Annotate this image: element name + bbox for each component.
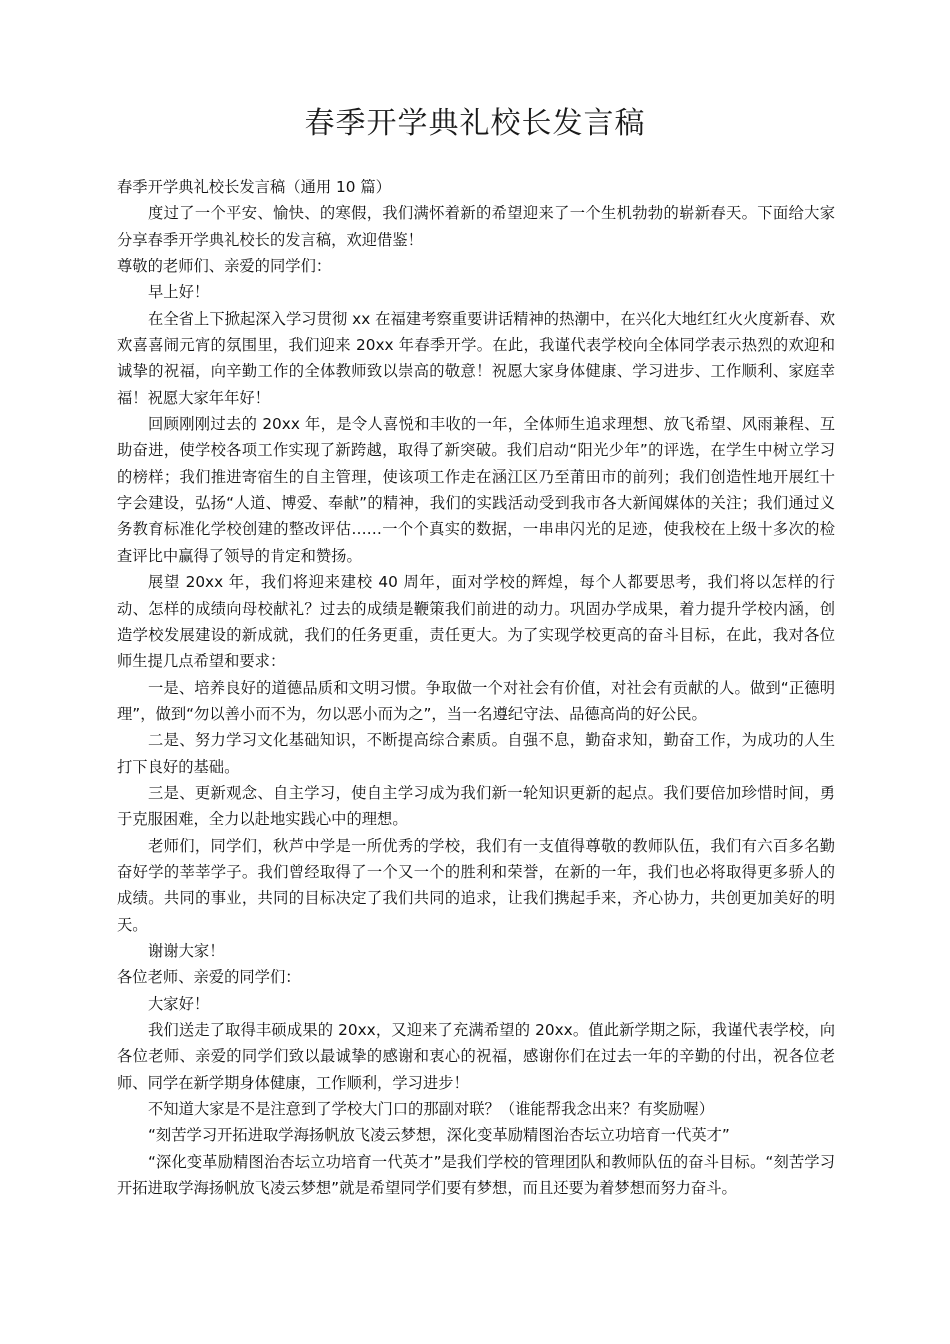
paragraph: 尊敬的老师们、亲爱的同学们： (117, 257, 332, 276)
paragraph: 在全省上下掀起深入学习贯彻 xx 在福建考察重要讲话精神的热潮中，在兴化大地红红火火度新春、欢欢喜喜闹元宵的氛围里，我们迎来 20xx 年春季开学。在此，我谨代表学校向全体同学表示热烈的欢迎和诚挚的祝福，向辛勤工作的全体教师致以崇高的敬意！祝愿大家身体健康、学习进步、工作顺利、家庭幸福！祝愿大家年年好！ (117, 309, 835, 407)
paragraph: 不知道大家是不是注意到了学校大门口的那副对联？（谁能帮我念出来？有奖励喔） (148, 1100, 714, 1119)
paragraph: 一是、培养良好的道德品质和文明习惯。争取做一个对社会有价值，对社会有贡献的人。做到“正德明理”，做到“勿以善小而不为，勿以恶小而为之”，当一名遵纪守法、品德高尚的好公民。 (117, 678, 835, 723)
paragraph: 三是、更新观念、自主学习，使自主学习成为我们新一轮知识更新的起点。我们要倍加珍惜时间，勇于克服困难，全力以赴地实践心中的理想。 (117, 783, 835, 829)
paragraph: 二是、努力学习文化基础知识，不断提高综合素质。自强不息，勤奋求知，勤奋工作，为成功的人生打下良好的基础。 (117, 731, 835, 776)
paragraph: 谢谢大家！ (148, 941, 225, 960)
paragraph: 我们送走了取得丰硕成果的 20xx，又迎来了充满希望的 20xx。值此新学期之际，我谨代表学校，向各位老师、亲爱的同学们致以最诚挚的感谢和衷心的祝福，感谢你们在过去一年的辛勤的付出，祝各位老师、同学在新学期身体健康，工作顺利，学习进步！ (117, 1021, 835, 1092)
paragraph: “深化变革励精图治杏坛立功培育一代英才”是我们学校的管理团队和教师队伍的奋斗目标。“刻苦学习开拓进取学海扬帆放飞凌云梦想”就是希望同学们要有梦想，而且还要为着梦想而努力奋斗。 (117, 1152, 835, 1198)
paragraph: 春季开学典礼校长发言稿（通用 10 篇） (117, 178, 391, 196)
paragraph: 早上好！ (148, 283, 210, 302)
document-title: 春季开学典礼校长发言稿 (304, 106, 646, 141)
paragraph: 大家好！ (148, 994, 210, 1013)
paragraph: 展望 20xx 年，我们将迎来建校 40 周年，面对学校的辉煌，每个人都要思考，我们将以怎样的行动、怎样的成绩向母校献礼？过去的成绩是鞭策我们前进的动力。巩固办学成果，着力提升学校内涵，创造学校发展建设的新成就，我们的任务更重，责任更大。为了实现学校更高的奋斗目标，在此，我对各位师生提几点希望和要求： (117, 573, 835, 671)
paragraph: “刻苦学习开拓进取学海扬帆放飞凌云梦想，深化变革励精图治杏坛立功培育一代英才” (148, 1126, 730, 1145)
paragraph: 老师们，同学们，秋芦中学是一所优秀的学校，我们有一支值得尊敬的教师队伍，我们有六百多名勤奋好学的莘莘学子。我们曾经取得了一个又一个的胜利和荣誉，在新的一年，我们也必将取得更多骄人的成绩。共同的事业，共同的目标决定了我们共同的追求，让我们携起手来，齐心协力，共创更加美好的明天。 (117, 836, 835, 934)
paragraph: 各位老师、亲爱的同学们： (117, 968, 301, 987)
paragraph: 度过了一个平安、愉快、的寒假，我们满怀着新的希望迎来了一个生机勃勃的崭新春天。下面给大家分享春季开学典礼校长的发言稿，欢迎借鉴！ (117, 204, 835, 249)
paragraph: 回顾刚刚过去的 20xx 年，是令人喜悦和丰收的一年，全体师生追求理想、放飞希望、风雨兼程、互助奋进，使学校各项工作实现了新跨越，取得了新突破。我们启动“阳光少年”的评选，在学生中树立学习的榜样；我们推进寄宿生的自主管理，使该项工作走在涵江区乃至莆田市的前列；我们创造性地开展红十字会建设，弘扬“人道、博爱、奉献”的精神，我们的实践活动受到我市各大新闻媒体的关注；我们通过义务教育标准化学校创建的整改评估……一个个真实的数据，一串串闪光的足迹，使我校在上级十多次的检查评比中赢得了领导的肯定和赞扬。 (117, 415, 835, 565)
document-body (117, 174, 835, 1201)
